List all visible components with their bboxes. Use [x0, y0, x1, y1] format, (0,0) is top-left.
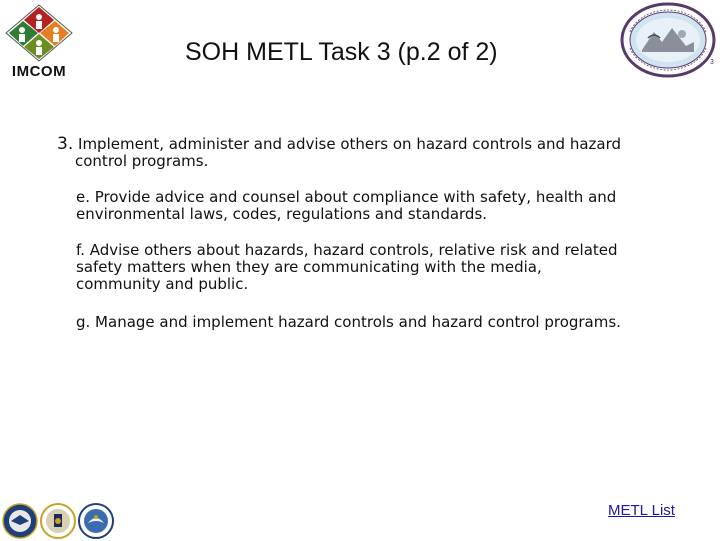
imcom-emblem-icon: [2, 3, 76, 63]
item-f-line-3: community and public.: [76, 275, 249, 293]
item-e-line-1: e. Provide advice and counsel about compliance with safety, health and: [76, 188, 617, 206]
slide-body: [57, 136, 667, 331]
safety-seal: [620, 2, 716, 78]
item-f: [76, 242, 656, 293]
dod-seal-icon: [2, 503, 38, 539]
item-g: [76, 314, 656, 331]
item-f-line-2: safety matters when they are communicating with the media,: [76, 258, 542, 276]
task-number: 3.: [57, 134, 74, 154]
imcom-logo: [2, 3, 76, 85]
page-number: 3: [710, 59, 714, 66]
task-line-1: Implement, administer and advise others on hazard controls and hazard: [78, 135, 622, 153]
item-f-line-1: f. Advise others about hazards, hazard controls, relative risk and related: [76, 241, 618, 259]
army-seal-icon: [40, 503, 76, 539]
item-g-line-1: g. Manage and implement hazard controls and hazard control programs.: [76, 313, 621, 331]
item-e: [76, 189, 656, 223]
metl-list-link[interactable]: METL List: [608, 502, 675, 519]
footer-seals: [2, 503, 114, 541]
air-force-seal-icon: [78, 503, 114, 539]
task-line-2: control programs.: [75, 152, 209, 170]
task-heading: [57, 136, 667, 170]
safety-seal-icon: [620, 2, 716, 78]
slide-title: SOH METL Task 3 (p.2 of 2): [185, 38, 498, 66]
item-e-line-2: environmental laws, codes, regulations and standards.: [76, 205, 488, 223]
logo-wordmark: IMCOM: [11, 63, 67, 80]
